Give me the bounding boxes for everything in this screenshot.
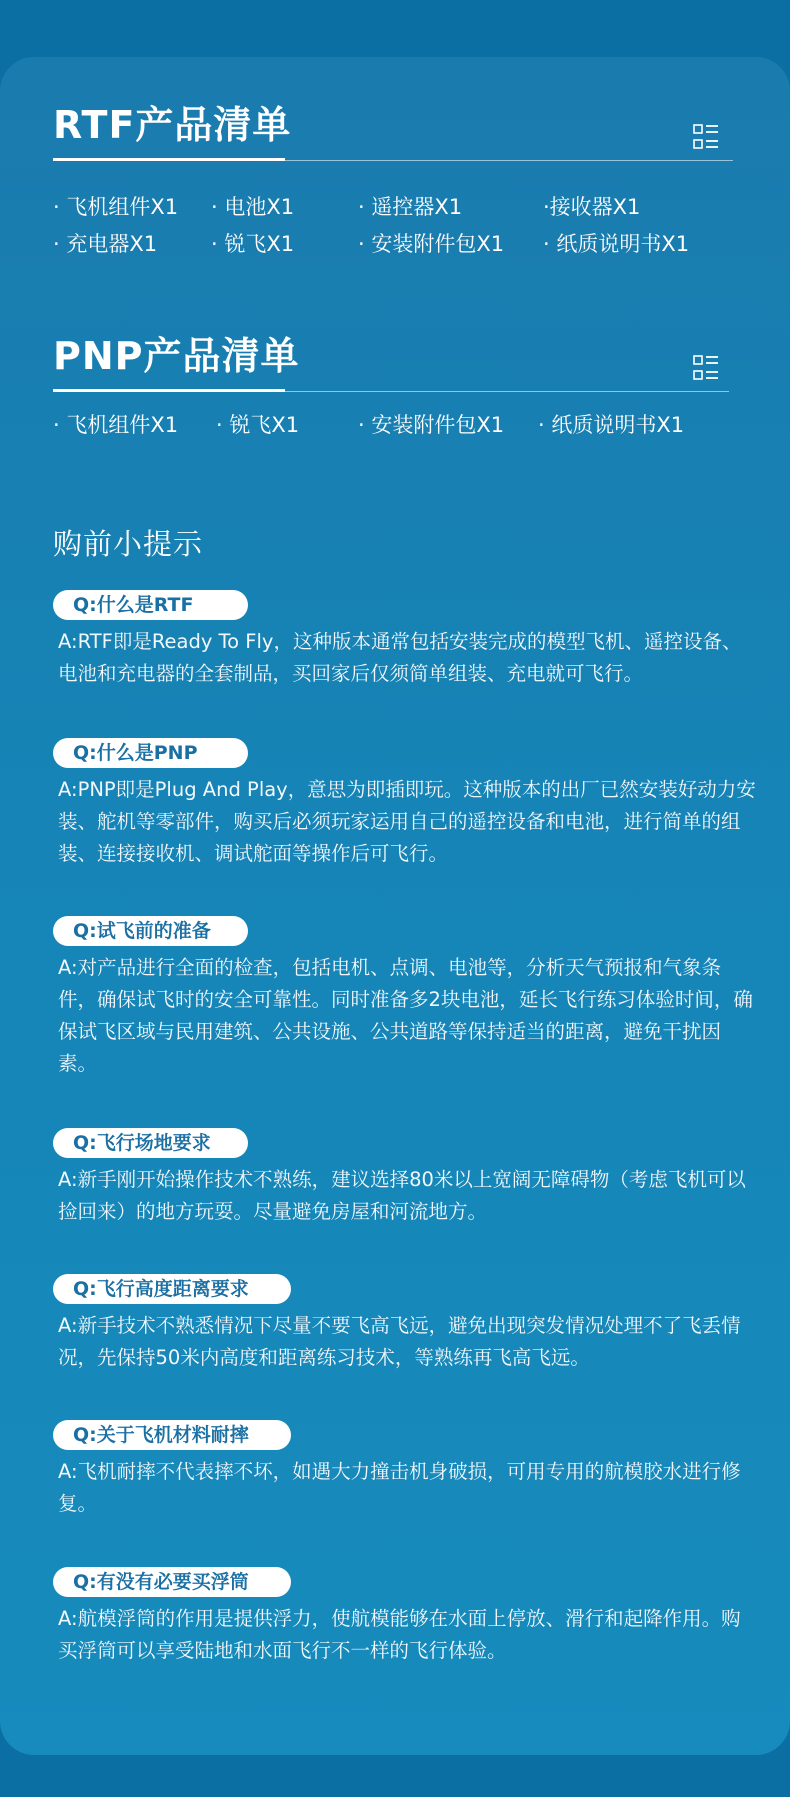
answer-text: A:RTF即是Ready To Fly，这种版本通常包括安装完成的模型飞机、遥控设备、电池和充电器的全套制品，买回家后仅须简单组装、充电就可飞行。	[58, 630, 742, 685]
rtf-section	[53, 103, 733, 276]
qa-item	[53, 1274, 758, 1374]
question-pill: Q:飞行高度距离要求	[53, 1274, 291, 1304]
rtf-item-charger: · 充电器X1	[53, 232, 158, 256]
rtf-title-rule	[53, 160, 733, 161]
pnp-item-aircraft: · 飞机组件X1	[53, 413, 179, 437]
pnp-section	[53, 334, 733, 457]
question-pill: Q:飞行场地要求	[53, 1128, 248, 1158]
pnp-item-accessory-pack: · 安装附件包X1	[358, 413, 505, 437]
qa-item	[53, 738, 758, 873]
rtf-title: RTF产品清单	[53, 103, 292, 147]
rtf-item-aircraft: · 飞机组件X1	[53, 195, 179, 219]
answer-text: A:飞机耐摔不代表摔不坏，如遇大力撞击机身破损，可用专用的航模胶水进行修复。	[58, 1460, 741, 1515]
pnp-item-manual: · 纸质说明书X1	[538, 413, 685, 437]
rtf-item-transmitter: · 遥控器X1	[358, 195, 463, 219]
rtf-item-accessory-pack: · 安装附件包X1	[358, 232, 505, 256]
list-menu-icon[interactable]	[693, 124, 719, 150]
answer-text: A:新手刚开始操作技术不熟练，建议选择80米以上宽阔无障碍物（考虑飞机可以捡回来）的地方玩耍。尽量避免房屋和河流地方。	[58, 1168, 746, 1223]
qa-item	[53, 590, 758, 690]
pnp-item-ruifei: · 锐飞X1	[216, 413, 300, 437]
question-pill: Q:有没有必要买浮筒	[53, 1567, 291, 1597]
list-menu-icon[interactable]	[693, 355, 719, 381]
answer-text: A:对产品进行全面的检查，包括电机、点调、电池等，分析天气预报和气象条件，确保试飞时的安全可靠性。同时准备多2块电池，延长飞行练习体验时间，确保试飞区域与民用建筑、公共设施、公共道路等保持适当的距离，避免干扰因素。	[58, 956, 753, 1075]
tips-title: 购前小提示	[53, 527, 204, 561]
qa-item	[53, 916, 758, 1086]
rtf-item-manual: · 纸质说明书X1	[543, 232, 690, 256]
pnp-title-rule	[53, 391, 729, 392]
question-pill: Q:什么是PNP	[53, 738, 248, 768]
qa-item	[53, 1420, 758, 1520]
answer-text: A:新手技术不熟悉情况下尽量不要飞高飞远，避免出现突发情况处理不了飞丢情况，先保持50米内高度和距离练习技术，等熟练再飞高飞远。	[58, 1314, 741, 1369]
question-pill: Q:试飞前的准备	[53, 916, 248, 946]
pnp-title: PNP产品清单	[53, 334, 300, 378]
rtf-item-ruifei: · 锐飞X1	[211, 232, 295, 256]
answer-text: A:航模浮筒的作用是提供浮力，使航模能够在水面上停放、滑行和起降作用。购买浮筒可以享受陆地和水面飞行不一样的飞行体验。	[58, 1607, 741, 1662]
rtf-item-battery: · 电池X1	[211, 195, 295, 219]
question-pill: Q:关于飞机材料耐摔	[53, 1420, 291, 1450]
qa-item	[53, 1128, 758, 1228]
answer-text: A:PNP即是Plug And Play，意思为即插即玩。这种版本的出厂已然安装好动力安装、舵机等零部件，购买后必须玩家运用自己的遥控设备和电池，进行简单的组装、连接接收机、调试舵面等操作后可飞行。	[58, 778, 756, 865]
question-pill: Q:什么是RTF	[53, 590, 248, 620]
qa-item	[53, 1567, 758, 1667]
rtf-item-receiver: ·接收器X1	[543, 195, 641, 219]
